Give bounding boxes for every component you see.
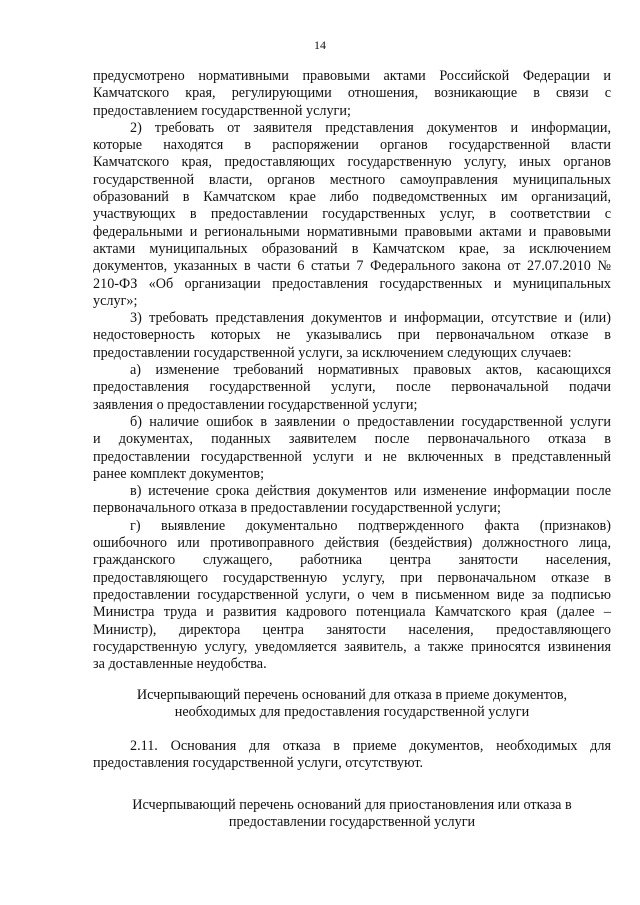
- text-line: Камчатского края, предоставляющих государственную услугу, иных органов: [93, 154, 611, 171]
- text-line: б) наличие ошибок в заявлении о предоставлении государственной услуги: [130, 413, 611, 430]
- text-line: предоставлении государственной услуги, о чем в письменном виде за подписью: [93, 586, 611, 603]
- text-line: 2.11. Основания для отказа в приеме документов, необходимых для: [130, 738, 611, 754]
- heading-line: необходимых для предоставления государственной услуги: [174, 704, 530, 721]
- text-line: Камчатского края, регулирующими отношения, возникающие в связи с: [93, 85, 611, 102]
- text-line: Министра труда и развития кадрового потенциала Камчатского края (далее –: [93, 604, 611, 621]
- text-line: государственной власти, органов местного самоуправления муниципальных: [93, 171, 611, 188]
- text-line: образований в Камчатском крае либо подведомственных им организаций,: [93, 189, 611, 206]
- text-line: предоставления государственной услуги, отсутствуют.: [93, 755, 424, 772]
- text-line: 3) требовать представления документов и информации, отсутствие и (или): [130, 310, 611, 327]
- text-line: предоставления государственной услуги, после первоначальной подачи: [93, 379, 611, 396]
- text-line: услуг»;: [93, 292, 138, 309]
- text-line: а) изменение требований нормативных правовых актов, касающихся: [130, 362, 611, 379]
- text-line: предоставлении государственной услуги и не включенных в представленный: [93, 448, 611, 465]
- text-line: документов, указанных в части 6 статьи 7 Федерального закона от 27.07.2010 №: [93, 258, 611, 275]
- text-line: ошибочного или противоправного действия (бездействия) должностного лица,: [93, 535, 611, 552]
- text-line: предоставляющего государственную услугу, при первоначальном отказе в: [93, 569, 611, 586]
- heading-line: предоставлении государственной услуги: [228, 814, 476, 831]
- text-line: 2) требовать от заявителя представления документов и информации,: [130, 119, 611, 136]
- text-line: федеральными и региональными нормативными правовыми актами и правовыми: [93, 223, 611, 240]
- text-line: и документах, поданных заявителем после первоначального отказа в: [93, 431, 611, 448]
- text-line: государственную услугу, уведомляется заявитель, а также приносятся извинения: [93, 638, 611, 655]
- section-heading-refusal-acceptance: [93, 687, 611, 722]
- text-line: предоставлением государственной услуги;: [93, 102, 351, 119]
- text-line: недостоверность которых не указывались при первоначальном отказе в: [93, 327, 611, 344]
- text-line: участвующих в предоставлении государственных услуг, в соответствии с: [93, 206, 611, 223]
- text-line: гражданского служащего, работника центра занятости населения,: [93, 552, 611, 569]
- text-line: заявления о предоставлении государственной услуги;: [93, 396, 418, 413]
- paragraph-2-11: [93, 738, 611, 773]
- text-line: предусмотрено нормативными правовыми актами Российской Федерации и: [93, 68, 611, 84]
- section-heading-suspension-refusal: [93, 797, 611, 832]
- text-line: которые находятся в распоряжении органов государственной власти: [93, 137, 611, 154]
- text-line: ранее комплект документов;: [93, 465, 265, 482]
- text-line: Министр), директора центра занятости населения, предоставляющего: [93, 621, 611, 638]
- page-number: 14: [314, 38, 326, 52]
- main-paragraphs: [93, 68, 611, 673]
- text-line: первоначального отказа в предоставлении государственной услуги;: [93, 500, 501, 517]
- text-line: 210-ФЗ «Об организации предоставления государственных и муниципальных: [93, 275, 611, 292]
- text-line: в) истечение срока действия документов или изменение информации после: [130, 483, 611, 500]
- text-line: предоставлении государственной услуги, за исключением следующих случаев:: [93, 344, 572, 361]
- text-line: г) выявление документально подтвержденного факта (признаков): [130, 517, 611, 534]
- text-line: актами муниципальных образований в Камчатском крае, за исключением: [93, 240, 611, 257]
- text-line: за доставленные неудобства.: [93, 656, 267, 673]
- heading-line: Исчерпывающий перечень оснований для приостановления или отказа в: [132, 797, 572, 813]
- heading-line: Исчерпывающий перечень оснований для отказа в приеме документов,: [136, 687, 568, 703]
